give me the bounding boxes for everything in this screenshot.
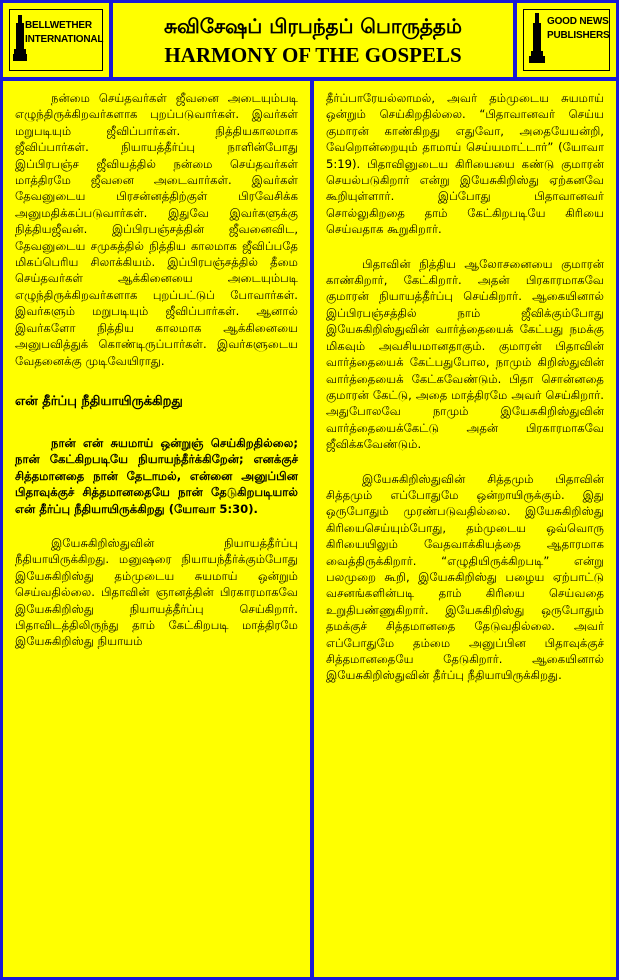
page-title-english: HARMONY OF THE GOSPELS — [164, 43, 462, 67]
logo-line: PUBLISHERS — [547, 30, 610, 41]
body-paragraph: இயேசுகிறிஸ்துவின் நியாயத்தீர்ப்பு நீதியாயிருக்கிறது. மனுஷரை நியாயந்தீர்க்கும்போது இயேசுகிறிஸ்து தம்முடைய சுயமாய் ஒன்றும் செய்வதில்லை. பிதாவின் ஞானத்தின் பிரகாரமாகவே இயேசுகிறிஸ்து நியாயத்தீர்ப்பு செய்கிறார். பிதாவிடத்திலிருந்து தாம் கேட்கிறபடி மாத்திரமே இயேசுகிறிஸ்து நியாயம் — [15, 535, 298, 649]
logo-text — [547, 15, 613, 43]
right-column — [314, 81, 616, 977]
good-news-logo-icon — [529, 13, 545, 63]
section-heading: என் தீர்ப்பு நீதியாயிருக்கிறது — [15, 393, 183, 409]
body-paragraph: நன்மை செய்தவர்கள் ஜீவனை அடையும்படி எழுந்திருக்கிறவர்களாக புறப்படுவார்கள். இவர்கள் மறுபடியும் ஜீவிப்பார்கள். நித்தியகாலமாக ஜீவிப்பார்கள். நியாயத்தீர்ப்பு நாளின்போது இப்பிரபஞ்ச ஜீவியத்தில் நன்மை செய்தவர்கள் மாத்திரமே ஜீவனை அடைவார்கள். இவர்கள் தேவனுடைய பிரசன்னத்திற்குள் பிரவேசிக்க அனுமதிக்கப்படுவார்கள். இதுவே இவர்களுக்கு நித்தியஜீவன். இப்பிரபஞ்சத்தின் ஜீவனைவிட, தேவனுடைய சமுகத்தில் நித்திய காலமாக ஜீவிப்பதே மிகப்பெரிய சிலாக்கியம். இப்பிரபஞ்சத்தில் தீமை செய்தவர்கள் ஆக்கினையை அடையும்படி எழுந்திருக்கிறவர்களாக புறப்பட்டுப் போவார்கள். இவர்களும் மறுபடியும் ஜீவிப்பார்கள். ஆனால் இவர்களோ நித்திய காலமாக ஆக்கினையை அனுபவித்துக் கொண்டிருப்பார்கள். இவர்களுடைய வேதனைக்கு முடிவேயிராது. — [15, 91, 298, 368]
logo-line: GOOD NEWS — [547, 16, 609, 27]
left-column — [3, 81, 310, 977]
page-title-tamil: சுவிசேஷப் பிரபந்தப் பொருத்தம் — [163, 14, 463, 38]
good-news-logo — [517, 3, 616, 77]
bellwether-logo — [3, 3, 109, 77]
body-paragraph: பிதாவின் நித்திய ஆலோசனையை குமாரன் காண்கிறார், கேட்கிறார். அதன் பிரகாரமாகவே குமாரன் நியாயத்தீர்ப்பு செய்கிறார். ஆகையினால் இப்பிரபஞ்சத்தில் நாம் ஜீவிக்கும்போது இயேசுகிறிஸ்துவின் வார்த்தையைக் கேட்பது நமக்கு மிகவும் அவசியமானதாகும். குமாரன் பிதாவின் வார்த்தையைக் கேட்பதுபோல, நாமும் கிறிஸ்துவின் வார்த்தையைக் கேட்கவேண்டும். பிதா சொன்னதை குமாரன் கேட்டு, அதை மாத்திரமே அவர் செய்கிறார். அதுபோலவே நாமும் இயேசுகிறிஸ்துவின் வார்த்தையைக்கேட்டு அதன் பிரகாரமாகவே ஜீவிக்கவேண்டும். — [326, 256, 604, 452]
logo-text — [25, 19, 105, 47]
logo-line: INTERNATIONAL — [25, 34, 104, 45]
body-paragraph: தீர்ப்பாரேயல்லாமல், அவர் தம்முடைய சுயமாய் ஒன்றும் செய்கிறதில்லை. “பிதாவானவர் செய்ய குமாரன் காண்கிறது எதுவோ, அதையேயன்றி, வேறொன்றையும் தாமாய் செய்யமாட்டார்” (யோவா 5:19). பிதாவினுடைய கிரியையை கண்டு குமாரன் செயல்படுகிறார் என்று இயேசுகிறிஸ்து ஏற்கனவே கூறியுள்ளார். இப்போது பிதாவானவர் சொல்லுகிறதை தாம் கேட்கிறபடியே கிரியை செய்வதாக கூறுகிறார். — [326, 91, 604, 237]
body-paragraph: இயேசுகிறிஸ்துவின் சித்தமும் பிதாவின் சித்தமும் எப்போதுமே ஒன்றாயிருக்கும். இது ஒருபோதும் முரண்படுவதில்லை. இயேசுகிறிஸ்து கிரியைசெய்யும்போது, தம்முடைய ஒவ்வொரு கிரியையிலும் வேதவாக்கியத்தை ஆதாரமாக வைத்திருக்கிறார். “எழுதியிருக்கிறபடி” என்று பலமுறை கூறி, இயேசுகிறிஸ்து பழைய ஏற்பாட்டு வசனங்களின்படி தாம் கிரியை செய்வதை உறுதிபண்ணுகிறார். இயேசுகிறிஸ்து ஒருபோதும் தமக்குச் சித்தமானதை தேடுவதில்லை. அவர் எப்போதுமே தம்மை அனுப்பின பிதாவுக்குச் சித்தமானதையே தேடுகிறார். ஆகையினால் இயேசுகிறிஸ்துவின் தீர்ப்பு நீதியாயிருக்கிறது. — [326, 471, 604, 683]
page-title-box — [113, 3, 513, 77]
logo-line: BELLWETHER — [25, 20, 92, 31]
scripture-quote: நான் என் சுயமாய் ஒன்றுஞ் செய்கிறதில்லை; நான் கேட்கிறபடியே நியாயந்தீர்க்கிறேன்; எனக்குச் சித்தமானதை நான் தேடாமல், என்னை அனுப்பின பிதாவுக்குச் சித்தமானதையே நான் தேடுகிறபடியால் என் தீர்ப்பு நீதியாயிருக்கிறது (யோவா 5:30). — [15, 435, 298, 516]
